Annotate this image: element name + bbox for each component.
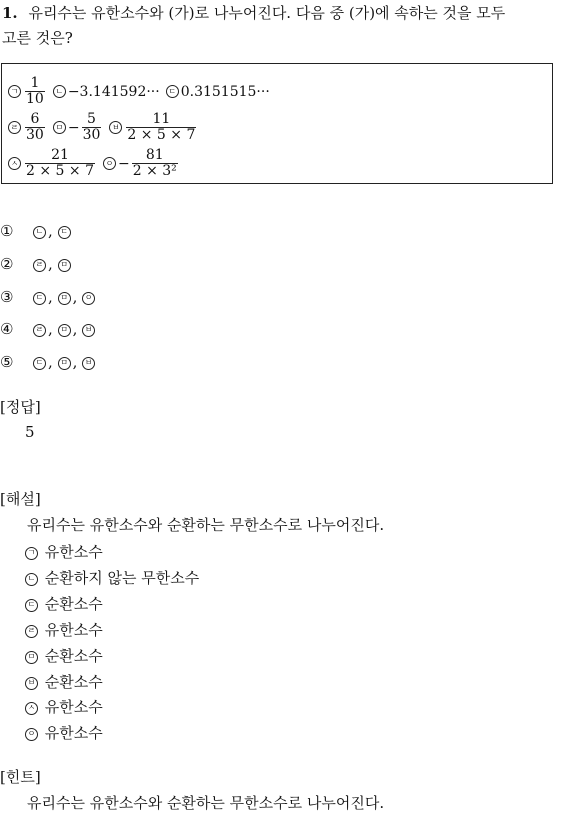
choice-2[interactable]: ② ㄹ , ㅁ <box>0 255 73 273</box>
choice-mark: ㄹ <box>33 259 46 272</box>
question-line-2: 고른 것은? <box>2 29 73 47</box>
choice-number: ① <box>0 222 14 240</box>
item-4-numerator: 6 <box>30 111 40 127</box>
explanation-mark: ㅇ <box>25 728 38 741</box>
item-5-fraction <box>82 112 102 143</box>
item-5-denominator: 30 <box>82 127 101 143</box>
explanation-text: 순환하지 않는 무한소수 <box>44 569 200 587</box>
item-5-sign: − <box>67 119 80 136</box>
item-6-numerator: 11 <box>152 111 171 127</box>
item-mark-7: ㅅ <box>8 157 21 170</box>
choice-number: ④ <box>0 320 14 338</box>
item-mark-1: ㄱ <box>8 85 21 98</box>
item-4-fraction <box>25 112 45 143</box>
choice-mark: ㄷ <box>58 226 71 239</box>
choice-5[interactable]: ⑤ ㄷ , ㅁ , ㅂ <box>0 353 97 371</box>
explanation-line-1 <box>25 541 103 562</box>
explanation-line-7 <box>25 696 103 717</box>
answer-value: 5 <box>25 423 35 441</box>
choice-mark: ㄴ <box>33 226 46 239</box>
item-7-fraction <box>25 148 95 179</box>
choice-mark: ㄹ <box>33 324 46 337</box>
choice-4[interactable]: ④ ㄹ , ㅁ , ㅂ <box>0 320 97 338</box>
item-5-numerator: 5 <box>87 111 96 127</box>
explanation-text: 유한소수 <box>44 543 103 561</box>
choice-number: ③ <box>0 288 14 306</box>
explanation-line-8 <box>25 722 103 743</box>
item-8-sign: − <box>117 155 130 172</box>
explanation-line-5 <box>25 645 103 666</box>
explanation-text: 유한소수 <box>44 698 103 716</box>
explanation-text: 순환소수 <box>44 595 103 613</box>
explanation-mark: ㄷ <box>25 599 38 612</box>
explanation-mark: ㄹ <box>25 625 38 638</box>
item-3-value: 0.3151515··· <box>180 83 270 100</box>
item-8-fraction <box>132 148 178 179</box>
item-1-denominator: 10 <box>26 91 44 107</box>
explanation-mark: ㅂ <box>25 677 38 690</box>
choice-3[interactable]: ③ ㄷ , ㅁ , ㅇ <box>0 288 97 306</box>
explanation-text: 순환소수 <box>44 673 103 691</box>
item-4-denominator: 30 <box>26 127 44 143</box>
items-row-3 <box>8 148 180 179</box>
choice-mark: ㅇ <box>82 292 95 305</box>
choice-mark: ㅂ <box>82 324 95 337</box>
hint-text: 유리수는 유한소수와 순환하는 무한소수로 나누어진다. <box>27 794 385 812</box>
items-box <box>1 63 553 184</box>
explanation-label: [해설] <box>0 490 41 508</box>
hint-label: [힌트] <box>0 768 41 786</box>
item-mark-4: ㄹ <box>8 121 21 134</box>
choice-mark: ㅁ <box>58 292 71 305</box>
choice-mark: ㄷ <box>33 292 46 305</box>
item-7-numerator: 21 <box>51 147 69 163</box>
choice-number: ⑤ <box>0 353 14 371</box>
explanation-text: 유한소수 <box>44 724 103 742</box>
item-2-value: −3.141592··· <box>67 83 160 100</box>
items-row-2 <box>8 112 198 143</box>
item-mark-6: ㅂ <box>109 121 122 134</box>
question-number: 1. <box>2 4 18 22</box>
explanation-line-2 <box>25 567 199 588</box>
item-mark-5: ㅁ <box>53 121 66 134</box>
choice-mark: ㅂ <box>82 357 95 370</box>
item-mark-8: ㅇ <box>103 157 116 170</box>
items-row-1 <box>8 76 270 107</box>
choice-mark: ㅁ <box>58 324 71 337</box>
question-line-1 <box>2 2 505 23</box>
explanation-line-3 <box>25 593 103 614</box>
explanation-intro: 유리수는 유한소수와 순환하는 무한소수로 나누어진다. <box>27 516 385 534</box>
answer-label: [정답] <box>0 398 41 416</box>
explanation-mark: ㅁ <box>25 651 38 664</box>
item-7-denominator: 2 × 5 × 7 <box>26 163 94 179</box>
choice-number: ② <box>0 255 14 273</box>
explanation-mark: ㄱ <box>25 547 38 560</box>
item-6-denominator: 2 × 5 × 7 <box>127 127 196 143</box>
question-text: 유리수는 유한소수와 (가)로 나누어진다. 다음 중 (가)에 속하는 것을 모두 <box>28 4 506 22</box>
item-8-denominator: 2 × 3² <box>132 163 177 179</box>
explanation-line-6 <box>25 671 103 692</box>
explanation-mark: ㅅ <box>25 702 38 715</box>
item-mark-3: ㄷ <box>166 85 179 98</box>
item-1-fraction <box>25 76 45 107</box>
choice-mark: ㄷ <box>33 357 46 370</box>
item-1-numerator: 1 <box>30 75 40 91</box>
explanation-text: 순환소수 <box>44 647 103 665</box>
item-6-fraction <box>126 112 196 143</box>
explanation-mark: ㄴ <box>25 573 38 586</box>
choice-mark: ㅁ <box>58 259 71 272</box>
explanation-text: 유한소수 <box>44 621 103 639</box>
item-mark-2: ㄴ <box>53 85 66 98</box>
choice-mark: ㅁ <box>58 357 71 370</box>
choice-1[interactable]: ① ㄴ , ㄷ <box>0 222 73 240</box>
item-8-numerator: 81 <box>145 147 164 163</box>
explanation-line-4 <box>25 619 103 640</box>
